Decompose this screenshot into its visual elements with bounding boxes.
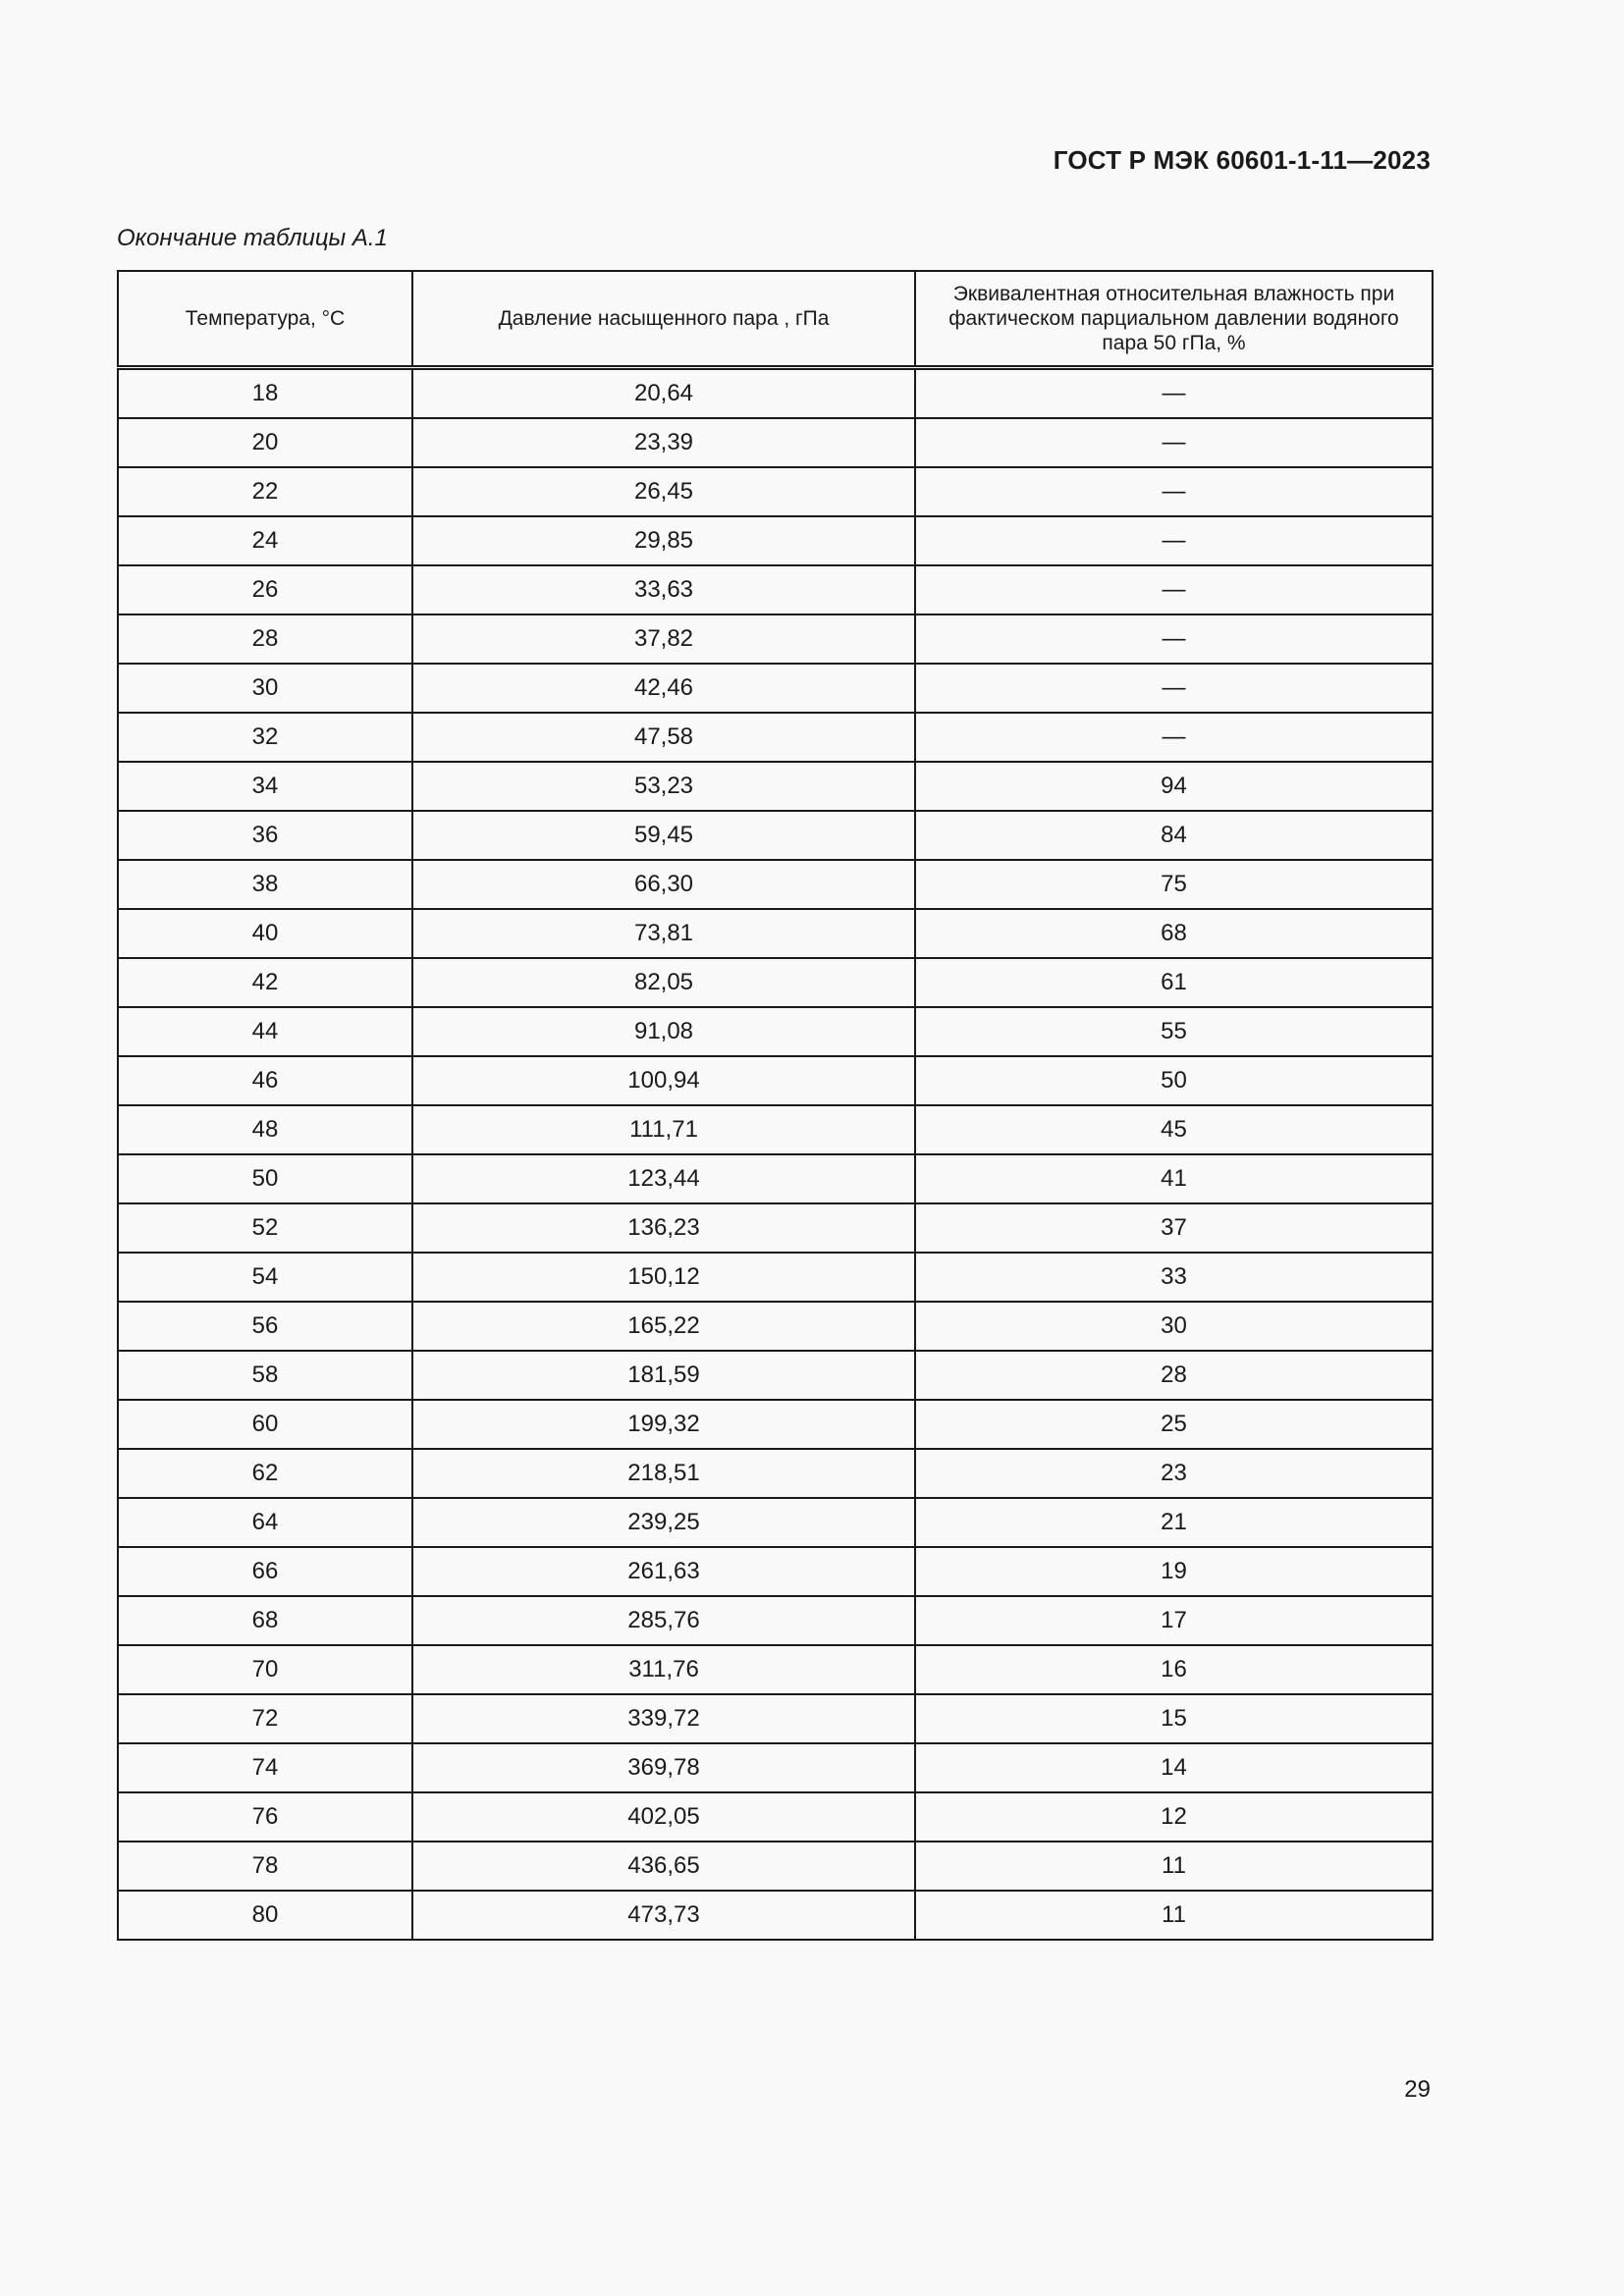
table-row [118,1449,1433,1498]
cell-humidity: 15 [915,1694,1433,1743]
cell-temperature: 56 [118,1302,412,1351]
table-row [118,1743,1433,1792]
cell-pressure: 47,58 [412,713,915,762]
table-row [118,467,1433,516]
cell-humidity: — [915,614,1433,664]
cell-pressure: 23,39 [412,418,915,467]
cell-humidity: 21 [915,1498,1433,1547]
cell-pressure: 261,63 [412,1547,915,1596]
cell-temperature: 44 [118,1007,412,1056]
cell-pressure: 218,51 [412,1449,915,1498]
cell-temperature: 68 [118,1596,412,1645]
table-row [118,565,1433,614]
table-row [118,614,1433,664]
cell-pressure: 91,08 [412,1007,915,1056]
table-row [118,1792,1433,1842]
cell-pressure: 33,63 [412,565,915,614]
cell-pressure: 181,59 [412,1351,915,1400]
document-id: ГОСТ Р МЭК 60601-1-11—2023 [1053,145,1431,175]
cell-temperature: 78 [118,1842,412,1891]
table-row [118,860,1433,909]
cell-temperature: 28 [118,614,412,664]
cell-pressure: 123,44 [412,1154,915,1203]
cell-humidity: — [915,467,1433,516]
cell-temperature: 72 [118,1694,412,1743]
cell-pressure: 136,23 [412,1203,915,1253]
cell-pressure: 111,71 [412,1105,915,1154]
cell-humidity: 23 [915,1449,1433,1498]
cell-temperature: 26 [118,565,412,614]
cell-humidity: 14 [915,1743,1433,1792]
cell-pressure: 339,72 [412,1694,915,1743]
table-row [118,1105,1433,1154]
table-row [118,664,1433,713]
cell-temperature: 54 [118,1253,412,1302]
table-row [118,1203,1433,1253]
cell-temperature: 30 [118,664,412,713]
cell-humidity: 68 [915,909,1433,958]
table-row [118,516,1433,565]
cell-pressure: 66,30 [412,860,915,909]
cell-humidity: — [915,418,1433,467]
table-row [118,1498,1433,1547]
cell-temperature: 52 [118,1203,412,1253]
table-row [118,1596,1433,1645]
cell-temperature: 34 [118,762,412,811]
column-header-humidity: Эквивалентная относительная влажность при фактическом парциальном давлении водяного пара 50 гПа, % [915,271,1433,368]
cell-temperature: 62 [118,1449,412,1498]
cell-humidity: 16 [915,1645,1433,1694]
table-row [118,368,1433,419]
cell-humidity: 94 [915,762,1433,811]
cell-humidity: 61 [915,958,1433,1007]
cell-temperature: 42 [118,958,412,1007]
cell-pressure: 59,45 [412,811,915,860]
cell-humidity: 17 [915,1596,1433,1645]
table-caption: Окончание таблицы А.1 [117,225,388,251]
table-row [118,1253,1433,1302]
cell-humidity: 30 [915,1302,1433,1351]
cell-temperature: 38 [118,860,412,909]
cell-pressure: 37,82 [412,614,915,664]
cell-pressure: 436,65 [412,1842,915,1891]
table-row [118,1302,1433,1351]
cell-humidity: 41 [915,1154,1433,1203]
cell-humidity: 45 [915,1105,1433,1154]
cell-humidity: 12 [915,1792,1433,1842]
data-table [117,270,1434,1941]
column-header-pressure: Давление насыщенного пара , гПа [412,271,915,368]
table-row [118,1056,1433,1105]
cell-temperature: 22 [118,467,412,516]
cell-pressure: 473,73 [412,1891,915,1940]
cell-temperature: 74 [118,1743,412,1792]
cell-pressure: 402,05 [412,1792,915,1842]
cell-temperature: 18 [118,368,412,419]
table-row [118,909,1433,958]
table-row [118,1007,1433,1056]
cell-temperature: 46 [118,1056,412,1105]
cell-temperature: 70 [118,1645,412,1694]
cell-humidity: 84 [915,811,1433,860]
cell-humidity: 37 [915,1203,1433,1253]
table-row [118,1842,1433,1891]
cell-humidity: 28 [915,1351,1433,1400]
cell-temperature: 66 [118,1547,412,1596]
cell-humidity: — [915,516,1433,565]
cell-pressure: 29,85 [412,516,915,565]
cell-temperature: 76 [118,1792,412,1842]
cell-temperature: 80 [118,1891,412,1940]
cell-humidity: — [915,713,1433,762]
cell-humidity: 19 [915,1547,1433,1596]
cell-pressure: 100,94 [412,1056,915,1105]
cell-pressure: 53,23 [412,762,915,811]
cell-pressure: 26,45 [412,467,915,516]
cell-pressure: 369,78 [412,1743,915,1792]
cell-pressure: 73,81 [412,909,915,958]
table-row [118,1694,1433,1743]
cell-humidity: — [915,565,1433,614]
cell-humidity: 55 [915,1007,1433,1056]
cell-temperature: 20 [118,418,412,467]
cell-temperature: 32 [118,713,412,762]
cell-temperature: 24 [118,516,412,565]
table-row [118,958,1433,1007]
cell-temperature: 58 [118,1351,412,1400]
table-row [118,811,1433,860]
cell-pressure: 165,22 [412,1302,915,1351]
cell-pressure: 285,76 [412,1596,915,1645]
table-row [118,1547,1433,1596]
table-header-row [118,271,1433,368]
cell-humidity: 50 [915,1056,1433,1105]
table-row [118,1351,1433,1400]
cell-temperature: 60 [118,1400,412,1449]
table-row [118,1891,1433,1940]
table-row [118,762,1433,811]
cell-temperature: 64 [118,1498,412,1547]
column-header-temperature: Температура, °С [118,271,412,368]
cell-pressure: 20,64 [412,368,915,419]
cell-humidity: 11 [915,1891,1433,1940]
cell-humidity: 75 [915,860,1433,909]
cell-temperature: 48 [118,1105,412,1154]
cell-humidity: — [915,664,1433,713]
cell-temperature: 36 [118,811,412,860]
table-row [118,713,1433,762]
cell-pressure: 239,25 [412,1498,915,1547]
page-number: 29 [1404,2076,1431,2103]
cell-temperature: 40 [118,909,412,958]
cell-pressure: 42,46 [412,664,915,713]
cell-humidity: 25 [915,1400,1433,1449]
table-row [118,1645,1433,1694]
cell-temperature: 50 [118,1154,412,1203]
cell-humidity: 33 [915,1253,1433,1302]
cell-pressure: 82,05 [412,958,915,1007]
cell-pressure: 199,32 [412,1400,915,1449]
table-row [118,1400,1433,1449]
table-row [118,418,1433,467]
cell-humidity: — [915,368,1433,419]
table-row [118,1154,1433,1203]
cell-pressure: 311,76 [412,1645,915,1694]
cell-pressure: 150,12 [412,1253,915,1302]
cell-humidity: 11 [915,1842,1433,1891]
